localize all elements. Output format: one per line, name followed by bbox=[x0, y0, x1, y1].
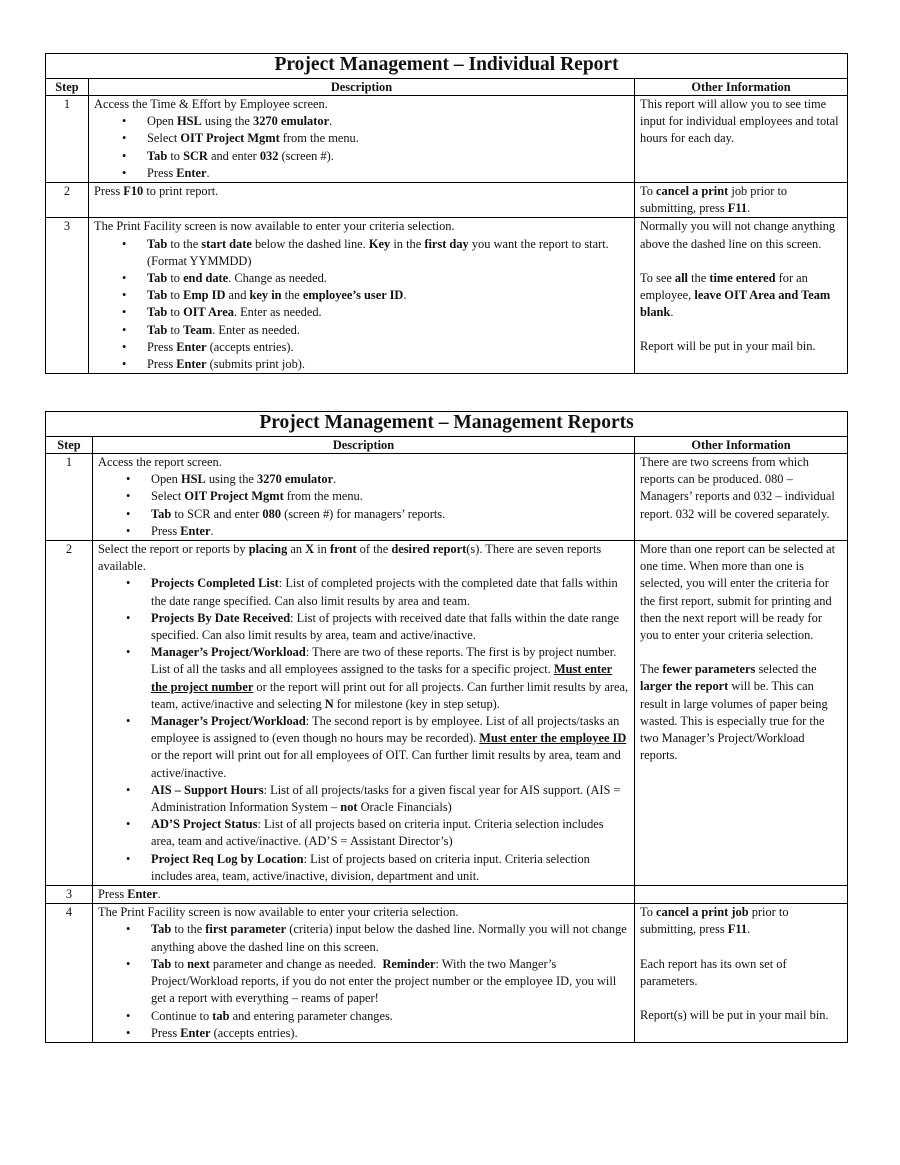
bullet-item: • Press Enter. bbox=[151, 523, 629, 540]
table-row bbox=[46, 904, 848, 1043]
description-lead: Press F10 to print report. bbox=[94, 184, 219, 199]
description-lead: The Print Facility screen is now available to enter your criteria selection. bbox=[94, 219, 455, 234]
bullet-list bbox=[94, 236, 629, 374]
bullet-item: • Press Enter (accepts entries). bbox=[151, 1025, 629, 1042]
bullet-item: • Tab to next parameter and change as needed. Reminder: With the two Manger’s Project/Workload reports, if you do not enter the project number or the employee ID, you will get a report with everything – reams of paper! bbox=[151, 956, 629, 1008]
bullet-list bbox=[94, 113, 629, 182]
other-information bbox=[635, 454, 848, 541]
other-info-text: Normally you will not change anything above the dashed line on this screen. bbox=[640, 219, 836, 251]
description-lead: Select the report or reports by placing an X in front of the desired report(s). There are seven reports available. bbox=[98, 542, 602, 574]
other-information bbox=[635, 904, 848, 1043]
bullet-item: • Tab to the first parameter (criteria) input below the dashed line. Normally you will not change anything above the dashed line on this screen. bbox=[151, 921, 629, 955]
description-header: Description bbox=[89, 79, 635, 96]
table-row bbox=[46, 218, 848, 374]
other-info-header: Other Information bbox=[635, 437, 848, 454]
other-info-text: To cancel a print job prior to submitting, press F11. bbox=[640, 184, 788, 216]
bullet-item: • Manager’s Project/Workload: The second report is by employee. List of all projects/tasks an employee is assigned to (even though no hours may be recorded). Must enter the employee ID or the report will print out for all employees of OIT. Can further limit results by area, team and active/inactive. bbox=[151, 713, 629, 782]
step-number: 3 bbox=[46, 218, 89, 374]
paragraph-gap bbox=[640, 253, 842, 270]
bullet-item: • AD’S Project Status: List of all projects based on criteria input. Criteria selection includes area, team and active/inactive. (AD’S = Assistant Director’s) bbox=[151, 816, 629, 850]
table-row bbox=[46, 886, 848, 904]
paragraph-gap bbox=[640, 990, 842, 1007]
other-information bbox=[635, 218, 848, 374]
bullet-list bbox=[98, 575, 629, 885]
bullet-item: • AIS – Support Hours: List of all projects/tasks for a given fiscal year for AIS support. (AIS = Administration Information System – not Oracle Financials) bbox=[151, 782, 629, 816]
bullet-item: • Tab to Emp ID and key in the employee’s user ID. bbox=[147, 287, 629, 304]
table-row bbox=[46, 541, 848, 886]
bullet-item: • Press Enter (submits print job). bbox=[147, 356, 629, 373]
paragraph-gap bbox=[640, 644, 842, 661]
other-information bbox=[635, 96, 848, 183]
step-description bbox=[93, 541, 635, 886]
bullet-item: • Continue to tab and entering parameter changes. bbox=[151, 1008, 629, 1025]
bullet-item: • Tab to the start date below the dashed line. Key in the first day you want the report to start. (Format YYMMDD) bbox=[147, 236, 629, 270]
description-lead: Press Enter. bbox=[98, 887, 161, 902]
bullet-item: • Open HSL using the 3270 emulator. bbox=[151, 471, 629, 488]
step-description bbox=[93, 904, 635, 1043]
bullet-item: • Select OIT Project Mgmt from the menu. bbox=[151, 488, 629, 505]
step-number: 3 bbox=[46, 886, 93, 904]
description-lead: Access the Time & Effort by Employee screen. bbox=[94, 97, 328, 111]
other-information bbox=[635, 183, 848, 218]
description-header: Description bbox=[93, 437, 635, 454]
step-number: 1 bbox=[46, 96, 89, 183]
bullet-list bbox=[98, 921, 629, 1041]
step-description bbox=[89, 218, 635, 374]
other-info-text: Report will be put in your mail bin. bbox=[640, 339, 816, 354]
report-rows bbox=[46, 96, 848, 374]
individual-report-table bbox=[45, 53, 848, 374]
bullet-item: • Tab to SCR and enter 032 (screen #). bbox=[147, 148, 629, 165]
other-info-text: To cancel a print job prior to submitting, press F11. bbox=[640, 905, 789, 937]
other-info-header: Other Information bbox=[635, 79, 848, 96]
report-title: Project Management – Individual Report bbox=[46, 54, 848, 79]
table-row bbox=[46, 454, 848, 541]
bullet-list bbox=[98, 471, 629, 540]
other-information bbox=[635, 886, 848, 904]
step-number: 4 bbox=[46, 904, 93, 1043]
bullet-item: • Select OIT Project Mgmt from the menu. bbox=[147, 130, 629, 147]
paragraph-gap bbox=[640, 939, 842, 956]
bullet-item: • Tab to end date. Change as needed. bbox=[147, 270, 629, 287]
other-info-text: The fewer parameters selected the larger the report will be. This can result in large volumes of paper being wasted. This is especially true for the two Manager’s Project/Workload reports. bbox=[640, 662, 828, 763]
bullet-item: • Press Enter. bbox=[147, 165, 629, 182]
bullet-item: • Projects By Date Received: List of projects with received date that falls within the date range specified. Can also limit results by area, team and active/inactive. bbox=[151, 610, 629, 644]
table-row bbox=[46, 96, 848, 183]
step-number: 1 bbox=[46, 454, 93, 541]
step-header: Step bbox=[46, 79, 89, 96]
other-info-text: More than one report can be selected at one time. When more than one is selected, you will enter the criteria for the first report, submit for printing and then the next report will be ready for you to enter your criteria selection. bbox=[640, 542, 836, 643]
other-information bbox=[635, 541, 848, 886]
bullet-item: • Open HSL using the 3270 emulator. bbox=[147, 113, 629, 130]
bullet-item: • Press Enter (accepts entries). bbox=[147, 339, 629, 356]
step-header: Step bbox=[46, 437, 93, 454]
other-info-text: Report(s) will be put in your mail bin. bbox=[640, 1008, 829, 1023]
paragraph-gap bbox=[640, 321, 842, 338]
bullet-item: • Tab to Team. Enter as needed. bbox=[147, 322, 629, 339]
management-reports-table bbox=[45, 411, 848, 1043]
step-description bbox=[89, 183, 635, 218]
step-description bbox=[93, 454, 635, 541]
bullet-item: • Project Req Log by Location: List of projects based on criteria input. Criteria selection includes area, team, active/inactive, division, department and unit. bbox=[151, 851, 629, 885]
table-row bbox=[46, 183, 848, 218]
other-info-text: There are two screens from which reports can be produced. 080 – Managers’ reports and 032 – individual report. 032 will be covered separately. bbox=[640, 455, 835, 521]
bullet-item: • Tab to OIT Area. Enter as needed. bbox=[147, 304, 629, 321]
other-info-text: This report will allow you to see time input for individual employees and total hours for each day. bbox=[640, 97, 839, 146]
report-title: Project Management – Management Reports bbox=[46, 412, 848, 437]
bullet-item: • Manager’s Project/Workload: There are two of these reports. The first is by project number. List of all the tasks and all employees assigned to the tasks for a specific project. Must enter the project number or the report will print out for all projects. Can further limit results by area, team, active/inactive and selecting N for milestone (key in step setup). bbox=[151, 644, 629, 713]
description-lead: The Print Facility screen is now available to enter your criteria selection. bbox=[98, 905, 459, 920]
other-info-text: To see all the time entered for an employee, leave OIT Area and Team blank. bbox=[640, 270, 831, 320]
bullet-item: • Projects Completed List: List of completed projects with the completed date that falls within the date range specified. Can also limit results by area and team. bbox=[151, 575, 629, 609]
report-rows bbox=[46, 454, 848, 1043]
bullet-item: • Tab to SCR and enter 080 (screen #) for managers’ reports. bbox=[151, 506, 629, 523]
step-description bbox=[93, 886, 635, 904]
step-number: 2 bbox=[46, 541, 93, 886]
other-info-text: Each report has its own set of parameters. bbox=[640, 956, 787, 988]
step-description bbox=[89, 96, 635, 183]
description-lead: Access the report screen. bbox=[98, 455, 222, 469]
step-number: 2 bbox=[46, 183, 89, 218]
